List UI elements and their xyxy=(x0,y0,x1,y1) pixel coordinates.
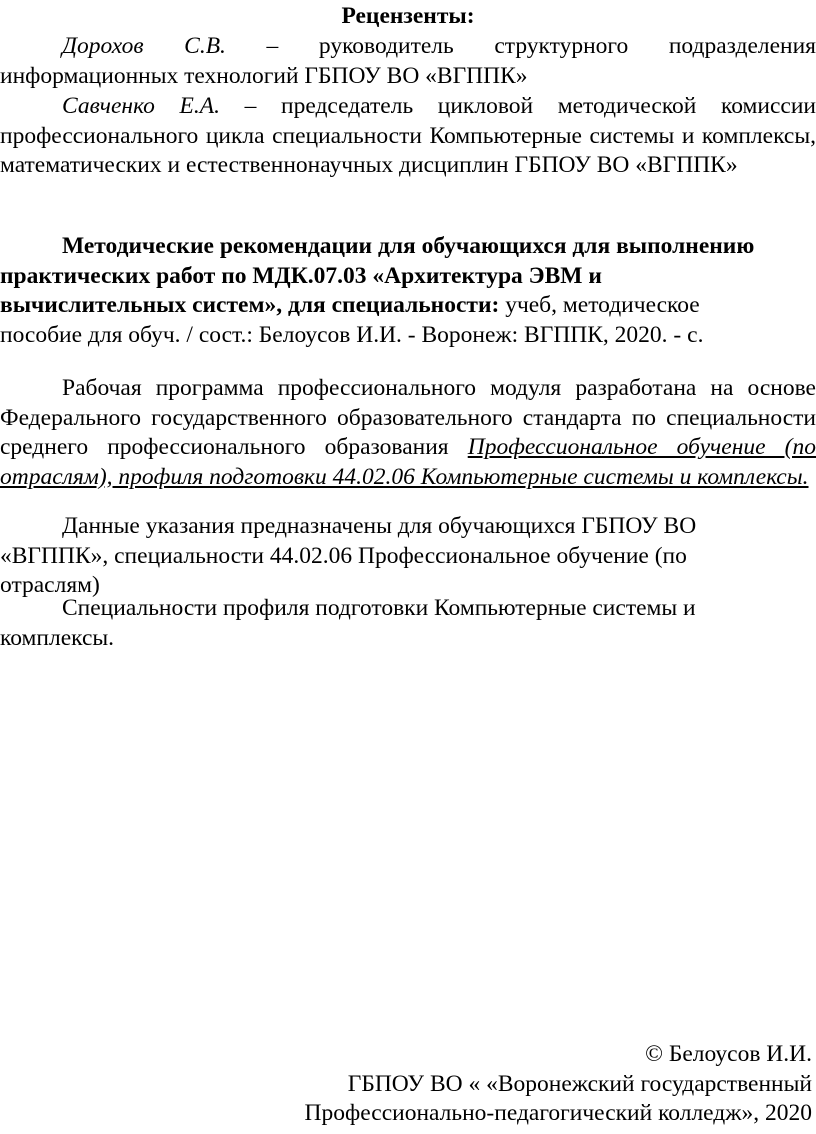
reviewer-1 xyxy=(0,32,816,91)
reviewer-1-paragraph xyxy=(0,32,816,91)
citation-paragraph xyxy=(0,232,756,350)
reviewer-1-position: – руководитель структурного подразделения информационных технологий ГБПОУ ВО «ВГППК» xyxy=(0,33,816,89)
reviewer-1-name: Дорохов С.В. xyxy=(62,33,226,59)
specialty-description xyxy=(0,594,736,653)
program-paragraph xyxy=(0,374,816,492)
program-specialty-link: Профессиональное обучение (по отраслям), профиля подготовки 44.02.06 Компьютерные системы и комплексы. xyxy=(0,434,816,490)
instructions-paragraph: Данные указания предназначены для обучающихся ГБПОУ ВО «ВГППК», специальности 44.02.06 Профессиональное обучение (по отраслям) xyxy=(0,513,697,598)
specialty-paragraph: Специальности профиля подготовки Компьютерные системы и комплексы. xyxy=(0,595,696,651)
reviewers-heading: Рецензенты: xyxy=(341,3,475,29)
reviewer-2-paragraph xyxy=(0,92,816,181)
program-text: Рабочая программа профессионального модуля разработана на основе Федерального государственного образовательного стандарта по специальности среднего профессионального образования xyxy=(0,375,816,460)
reviewer-2-position: – председатель цикловой методической комиссии профессионального цикла специальности Компьютерные системы и комплексы, математических и естественнонаучных дисциплин ГБПОУ ВО «ВГППК» xyxy=(0,93,816,178)
footer xyxy=(305,1040,812,1129)
organization-line: ГБПОУ ВО « «Воронежский государственный xyxy=(347,1070,812,1097)
program-description xyxy=(0,374,816,492)
citation-title: Методические рекомендации для обучающихся для выполнению практических работ по МДК.07.03 «Архитектура ЭВМ и вычислительных систем», для специальности: xyxy=(0,233,755,318)
citation-block xyxy=(0,232,756,350)
reviewer-2-name: Савченко Е.А. xyxy=(62,93,221,119)
reviewer-2 xyxy=(0,92,816,181)
citation-details: учеб, методическое пособие для обуч. / сост.: Белоусов И.И. - Воронеж: ВГППК, 2020. - с. xyxy=(0,292,704,348)
college-line: Профессионально-педагогический колледж», 2020 xyxy=(304,1100,812,1126)
instructions-description xyxy=(0,512,726,601)
copyright-line: © Белоусов И.И. xyxy=(645,1041,812,1067)
